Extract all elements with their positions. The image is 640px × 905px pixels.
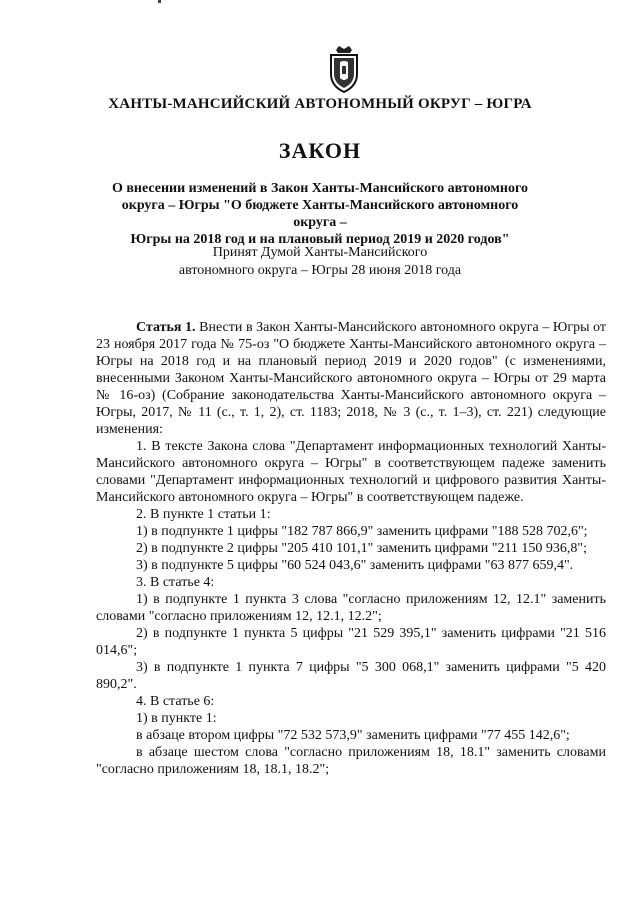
paragraph: 3) в подпункте 1 пункта 7 цифры "5 300 068,1" заменить цифрами "5 420 890,2". — [96, 660, 606, 692]
paragraph: 3. В статье 4: — [136, 575, 215, 590]
scan-speck — [158, 0, 161, 3]
coat-of-arms-icon — [326, 44, 362, 94]
paragraph: 2) в подпункте 1 пункта 5 цифры "21 529 395,1" заменить цифрами "21 516 014,6"; — [96, 626, 606, 658]
article-body — [96, 319, 606, 778]
adoption-note — [0, 244, 640, 280]
subject-line: О внесении изменений в Закон Ханты-Мансийского автономного — [111, 181, 528, 196]
adoption-line: автономного округа – Югры 28 июня 2018 года — [178, 263, 462, 278]
article-label: Статья 1. — [136, 320, 196, 335]
article-intro — [96, 319, 606, 438]
paragraph: 1) в подпункте 1 пункта 3 слова "согласно приложениям 12, 12.1" заменить словами "согласно приложениям 12, 12.1, 12.2"; — [96, 592, 606, 624]
paragraph: 2) в подпункте 2 цифры "205 410 101,1" заменить цифрами "211 150 936,8"; — [136, 541, 588, 556]
article-intro-text: Внести в Закон Ханты-Мансийского автономного округа – Югры от 23 ноября 2017 года № 75-оз "О бюджете Ханты-Мансийского автономного округа – Югры на 2018 год и на плановый период 2019 и 2020 годов" (с изменениями, внесенными Законом Ханты-Мансийского автономного округа – Югры от 29 марта № 16-оз) (Собрание законодательства Ханты-Мансийского автономного округа – Югры, 2017, № 11 (с., т. 1, 2), ст. 1183; 2018, № 3 (с., т. 1–3), ст. 221) следующие изменения: — [96, 320, 606, 437]
subject-line: Югры на 2018 год и на плановый период 2019 и 2020 годов" — [130, 232, 510, 247]
paragraph: 1) в подпункте 1 цифры "182 787 866,9" заменить цифрами "188 528 702,6"; — [136, 524, 588, 539]
law-subject — [110, 180, 530, 248]
document-type: ЗАКОН — [278, 138, 362, 163]
paragraph: в абзаце шестом слова "согласно приложениям 18, 18.1" заменить словами "согласно приложениям 18, 18.1, 18.2"; — [96, 745, 606, 777]
paragraph: 2. В пункте 1 статьи 1: — [136, 507, 271, 522]
subject-line: округа – Югры "О бюджете Ханты-Мансийского автономного округа – — [121, 198, 519, 230]
paragraph: 4. В статье 6: — [136, 694, 215, 709]
paragraph: 1) в пункте 1: — [136, 711, 217, 726]
paragraph: в абзаце втором цифры "72 532 573,9" заменить цифрами "77 455 142,6"; — [136, 728, 570, 743]
paragraph: 1. В тексте Закона слова "Департамент информационных технологий Ханты-Мансийского автономного округа – Югры" в соответствующем падеже заменить словами "Департамент информационных технологий и цифрового развития Ханты-Мансийского автономного округа – Югры" в соответствующем падеже. — [96, 439, 606, 505]
adoption-line: Принят Думой Ханты-Мансийского — [212, 245, 428, 260]
region-title: ХАНТЫ-МАНСИЙСКИЙ АВТОНОМНЫЙ ОКРУГ – ЮГРА — [108, 96, 532, 112]
paragraph: 3) в подпункте 5 цифры "60 524 043,6" заменить цифрами "63 877 659,4". — [136, 558, 574, 573]
